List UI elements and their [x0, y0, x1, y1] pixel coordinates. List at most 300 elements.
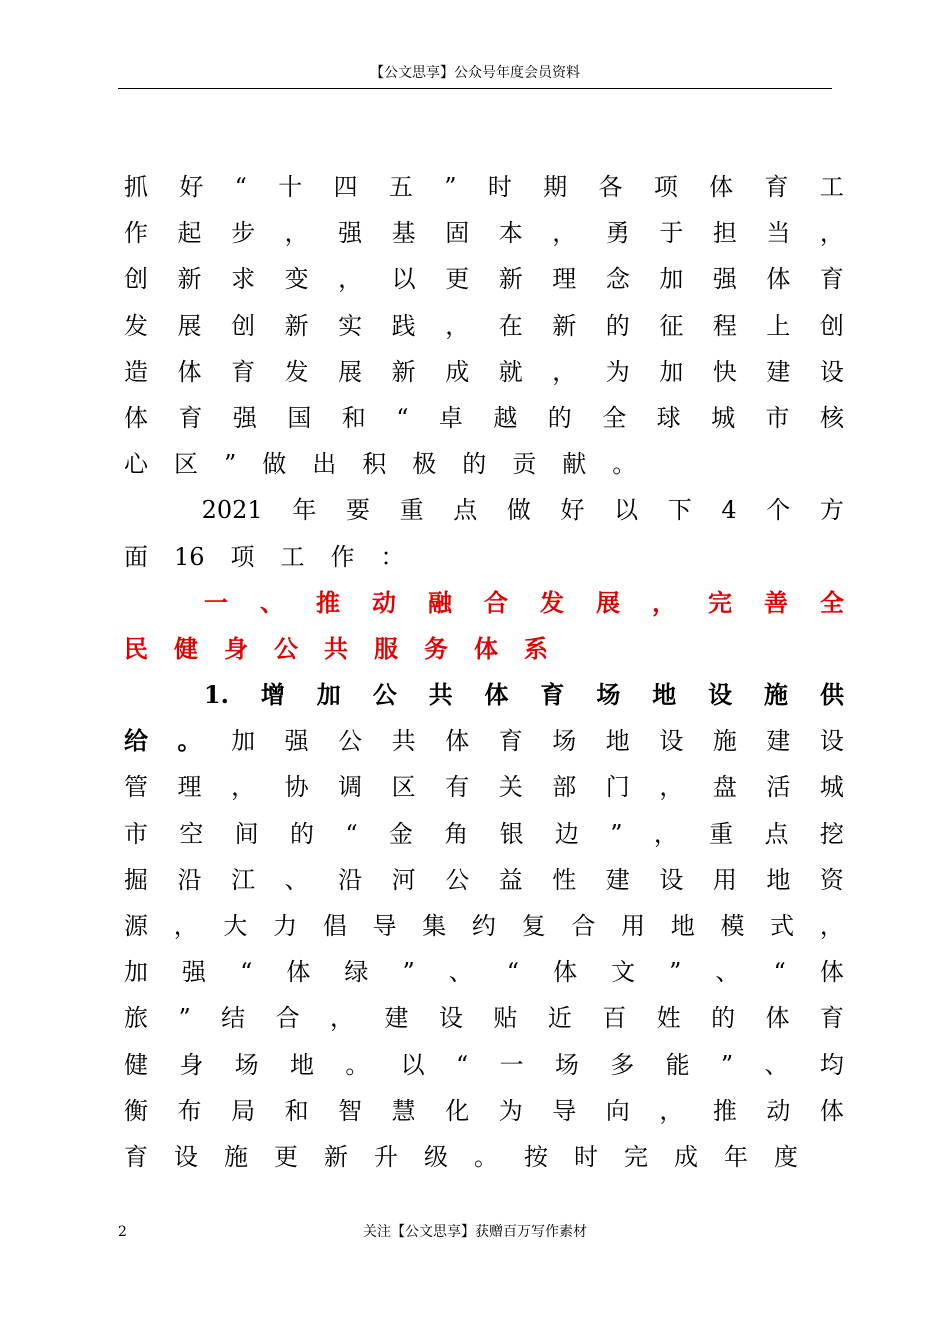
glyph: 以 [400, 1050, 425, 1079]
text-line [124, 1134, 844, 1180]
glyph: 式 [770, 912, 795, 940]
glyph: 加 [316, 680, 341, 710]
glyph: 有 [445, 773, 470, 802]
glyph: 征 [659, 311, 684, 340]
glyph: 发 [124, 311, 148, 340]
glyph: 共 [324, 633, 348, 663]
glyph: 体 [177, 357, 202, 386]
glyph: 基 [391, 219, 416, 248]
glyph: 展 [338, 357, 363, 386]
glyph: 作 [124, 219, 148, 248]
glyph: 局 [231, 1096, 256, 1125]
glyph: 强 [284, 727, 309, 756]
glyph: 的 [547, 403, 572, 432]
glyph: 期 [543, 173, 568, 201]
glyph: 、 [715, 958, 740, 987]
glyph: 起 [177, 219, 202, 248]
glyph: ， [552, 219, 577, 248]
glyph: 理 [552, 265, 577, 294]
glyph: 性 [552, 865, 577, 894]
glyph: 导 [372, 912, 397, 940]
glyph: 为 [498, 1096, 523, 1125]
glyph: 以 [614, 496, 639, 525]
glyph: ， [173, 912, 198, 940]
glyph: 献 [562, 450, 587, 479]
glyph: 增 [260, 680, 285, 710]
text-line [124, 672, 844, 718]
glyph: 共 [428, 680, 453, 710]
glyph: 和 [341, 403, 366, 432]
glyph: 用 [712, 865, 737, 894]
glyph: 调 [338, 773, 363, 802]
glyph: 间 [234, 819, 259, 848]
glyph: 就 [498, 357, 523, 386]
glyph: 做 [506, 496, 531, 525]
glyph: 河 [391, 865, 416, 894]
glyph: 体 [124, 403, 148, 432]
glyph: 全 [602, 403, 627, 432]
glyph: 加 [124, 958, 148, 987]
glyph: 场 [554, 1050, 579, 1079]
glyph: 、 [764, 1050, 789, 1079]
text-line [124, 995, 844, 1041]
glyph: 。 [474, 1142, 498, 1171]
glyph: 布 [177, 1096, 202, 1125]
glyph: 加 [659, 357, 684, 386]
glyph: 重 [709, 819, 734, 848]
glyph: 展 [596, 587, 620, 617]
glyph: 要 [345, 496, 370, 525]
glyph: 体 [819, 1096, 844, 1125]
glyph: 设 [438, 1004, 463, 1033]
glyph: 倡 [322, 912, 347, 940]
glyph: 贡 [512, 450, 537, 479]
glyph: 设 [708, 680, 733, 710]
glyph: 衡 [124, 1096, 148, 1125]
glyph: 工 [280, 542, 305, 571]
glyph: 设 [174, 1142, 198, 1171]
glyph: 体 [445, 727, 470, 756]
glyph: 体 [474, 633, 498, 663]
glyph: 地 [652, 680, 677, 710]
glyph: 角 [444, 819, 469, 848]
glyph: 约 [471, 912, 496, 940]
glyph: 合 [484, 587, 508, 617]
glyph: 化 [445, 1096, 470, 1125]
glyph: 工 [819, 173, 844, 201]
glyph: 文 [611, 958, 636, 987]
glyph: 江 [231, 865, 256, 894]
glyph: 、 [448, 958, 473, 987]
glyph: 念 [605, 265, 630, 294]
indent [124, 672, 172, 718]
glyph: 的 [289, 819, 314, 848]
glyph: ， [659, 1096, 684, 1125]
glyph: ， [552, 357, 577, 386]
glyph: 2021 [201, 496, 263, 525]
glyph: 发 [540, 587, 564, 617]
glyph: 务 [424, 633, 448, 663]
glyph: ， [652, 587, 676, 617]
glyph: 门 [605, 773, 630, 802]
glyph: 新 [177, 265, 202, 294]
glyph: 新 [391, 357, 416, 386]
glyph: 公 [445, 865, 470, 894]
glyph: 固 [445, 219, 470, 248]
glyph: 践 [391, 311, 416, 340]
glyph: 求 [231, 265, 256, 294]
glyph: 复 [521, 912, 546, 940]
glyph: 五 [388, 173, 413, 201]
glyph: ， [330, 1004, 355, 1033]
glyph: 建 [605, 865, 630, 894]
glyph: 四 [333, 173, 358, 201]
glyph: 时 [487, 173, 512, 201]
glyph: 设 [659, 727, 684, 756]
glyph: 新 [498, 265, 523, 294]
glyph: 理 [177, 773, 202, 802]
glyph: 善 [764, 587, 788, 617]
glyph: ， [284, 219, 309, 248]
glyph: 场 [234, 1050, 259, 1079]
glyph: 的 [462, 450, 487, 479]
glyph: 的 [711, 1004, 736, 1033]
text-line [124, 857, 844, 903]
glyph: ： [380, 542, 405, 571]
glyph: 体 [819, 958, 844, 987]
glyph: 育 [819, 265, 844, 294]
glyph: 、 [284, 865, 309, 894]
glyph: “ [396, 403, 409, 432]
glyph: 地 [605, 727, 630, 756]
glyph: 本 [498, 219, 523, 248]
glyph: 当 [766, 219, 791, 248]
glyph: 育 [819, 1004, 844, 1033]
indent [124, 487, 172, 533]
text-line [124, 1042, 844, 1088]
glyph: 年 [724, 1142, 748, 1171]
glyph: 下 [667, 496, 692, 525]
glyph: 一 [204, 587, 228, 617]
glyph: 强 [338, 219, 363, 248]
glyph: 近 [547, 1004, 572, 1033]
glyph: 区 [391, 773, 416, 802]
text-line [124, 534, 844, 580]
glyph: 好 [179, 173, 204, 201]
glyph: 动 [766, 1096, 791, 1125]
glyph: 在 [498, 311, 523, 340]
text-line [124, 164, 844, 210]
glyph: 4 [721, 496, 737, 525]
glyph: “ [240, 958, 253, 987]
glyph: 出 [312, 450, 337, 479]
glyph: 集 [422, 912, 447, 940]
glyph: 极 [412, 450, 437, 479]
glyph: 程 [712, 311, 737, 340]
glyph: 育 [124, 1142, 148, 1171]
glyph: 公 [372, 680, 397, 710]
glyph: 上 [766, 311, 791, 340]
glyph: 绿 [344, 958, 369, 987]
glyph: 各 [598, 173, 623, 201]
glyph: 作 [330, 542, 355, 571]
glyph: “ [506, 958, 520, 987]
glyph: ” [610, 819, 623, 848]
glyph: 育 [540, 680, 565, 710]
glyph: 地 [766, 865, 791, 894]
glyph: 资 [819, 865, 844, 894]
glyph: 智 [338, 1096, 363, 1125]
glyph: ” [720, 1050, 734, 1079]
glyph: 地 [670, 912, 695, 940]
glyph: 育 [498, 727, 523, 756]
glyph: 实 [338, 311, 363, 340]
glyph: 体 [484, 680, 509, 710]
glyph: 勇 [605, 219, 630, 248]
glyph: 以 [391, 265, 416, 294]
glyph: 合 [275, 1004, 300, 1033]
glyph: 1. [203, 680, 229, 710]
glyph: ” [444, 173, 457, 201]
glyph: 、 [260, 587, 284, 617]
glyph: 时 [574, 1142, 598, 1171]
glyph: 为 [605, 357, 630, 386]
glyph: ” [224, 450, 237, 479]
text-line [124, 903, 844, 949]
glyph: 度 [774, 1142, 798, 1171]
glyph: 创 [819, 311, 844, 340]
glyph: 16 [174, 542, 205, 571]
glyph: 沿 [177, 865, 202, 894]
glyph: 协 [284, 773, 309, 802]
glyph: 施 [224, 1142, 248, 1171]
glyph: 结 [221, 1004, 246, 1033]
glyph: 点 [453, 496, 478, 525]
glyph: 成 [674, 1142, 698, 1171]
glyph: 新 [284, 311, 309, 340]
glyph: 场 [552, 727, 577, 756]
glyph: 建 [384, 1004, 409, 1033]
glyph: 项 [653, 173, 678, 201]
glyph: 创 [231, 311, 256, 340]
text-line [124, 487, 844, 533]
glyph: 施 [712, 727, 737, 756]
glyph: 于 [659, 219, 684, 248]
page-header: 【公文思享】公众号年度会员资料 [370, 65, 580, 81]
glyph: “ [345, 819, 358, 848]
glyph: 抓 [124, 173, 148, 201]
glyph: 建 [766, 727, 791, 756]
glyph: “ [455, 1050, 469, 1079]
glyph: 展 [177, 311, 202, 340]
glyph: 银 [499, 819, 524, 848]
glyph: 加 [659, 265, 684, 294]
text-line [124, 441, 844, 487]
glyph: 市 [765, 403, 790, 432]
page-footer: 关注【公文思享】获赠百万写作素材 [363, 1224, 587, 1240]
glyph: 方 [819, 496, 844, 525]
glyph: 变 [284, 265, 309, 294]
glyph: 推 [712, 1096, 737, 1125]
glyph: 步 [231, 219, 256, 248]
glyph: 年 [292, 496, 317, 525]
glyph: 育 [178, 403, 203, 432]
text-line [124, 256, 844, 302]
glyph: 身 [179, 1050, 204, 1079]
glyph: 部 [552, 773, 577, 802]
glyph: 系 [524, 633, 548, 663]
glyph: 创 [124, 265, 148, 294]
glyph: 空 [179, 819, 204, 848]
glyph: 重 [399, 496, 424, 525]
glyph: 均 [819, 1050, 844, 1079]
glyph: 育 [764, 173, 789, 201]
glyph: 市 [124, 819, 148, 848]
glyph: 完 [624, 1142, 648, 1171]
glyph: 设 [819, 357, 844, 386]
glyph: 强 [712, 265, 737, 294]
glyph: 。 [612, 450, 637, 479]
glyph: 服 [374, 633, 398, 663]
glyph: 区 [174, 450, 198, 479]
glyph: ， [819, 912, 844, 940]
glyph: 向 [605, 1096, 630, 1125]
document-body [124, 164, 844, 1180]
glyph: 新 [324, 1142, 348, 1171]
glyph: 更 [445, 265, 470, 294]
glyph: 升 [374, 1142, 398, 1171]
glyph: 场 [596, 680, 621, 710]
glyph: 设 [819, 727, 844, 756]
text-line [124, 349, 844, 395]
text-line [124, 1088, 844, 1134]
text-line [124, 580, 844, 626]
text-line [124, 718, 844, 764]
glyph: 育 [231, 357, 256, 386]
glyph: ， [231, 773, 256, 802]
glyph: ” [178, 1004, 191, 1033]
glyph: ， [653, 819, 678, 848]
glyph: 强 [232, 403, 257, 432]
glyph: 盘 [712, 773, 737, 802]
glyph: 新 [552, 311, 577, 340]
glyph: 给 [124, 726, 148, 756]
glyph: 点 [764, 819, 789, 848]
glyph: 身 [224, 633, 248, 663]
glyph: 体 [766, 265, 791, 294]
header-rule [118, 88, 832, 89]
glyph: 个 [766, 496, 791, 525]
glyph: “ [234, 173, 247, 201]
glyph: 管 [124, 773, 148, 802]
text-line [124, 210, 844, 256]
glyph: 成 [445, 357, 470, 386]
glyph: 旅 [124, 1004, 148, 1033]
glyph: 模 [720, 912, 745, 940]
glyph: 沿 [338, 865, 363, 894]
glyph: 供 [819, 680, 844, 710]
glyph: 益 [498, 865, 523, 894]
glyph: 卓 [438, 403, 463, 432]
glyph: 加 [231, 727, 256, 756]
glyph: 源 [124, 912, 148, 940]
glyph: 活 [766, 773, 791, 802]
glyph: 共 [391, 727, 416, 756]
indent [124, 580, 172, 626]
glyph: 造 [124, 357, 148, 386]
glyph: 慧 [391, 1096, 416, 1125]
glyph: 地 [289, 1050, 314, 1079]
glyph: 融 [428, 587, 452, 617]
glyph: 做 [262, 450, 287, 479]
glyph: 更 [274, 1142, 298, 1171]
glyph: 强 [182, 958, 207, 987]
glyph: 好 [560, 496, 585, 525]
glyph: 发 [284, 357, 309, 386]
text-line [124, 626, 844, 672]
glyph: 建 [766, 357, 791, 386]
glyph: 合 [571, 912, 596, 940]
glyph: 边 [554, 819, 579, 848]
glyph: 体 [765, 1004, 790, 1033]
glyph: 施 [764, 680, 789, 710]
glyph: 面 [124, 542, 148, 571]
glyph: 掘 [124, 865, 148, 894]
glyph: 积 [362, 450, 387, 479]
glyph: ， [445, 311, 470, 340]
page-number: 2 [118, 1224, 127, 1240]
glyph: 用 [621, 912, 646, 940]
glyph: 姓 [656, 1004, 681, 1033]
glyph: 核 [819, 403, 844, 432]
glyph: 国 [287, 403, 312, 432]
glyph: ， [338, 265, 363, 294]
glyph: 百 [602, 1004, 627, 1033]
glyph: 一 [499, 1050, 524, 1079]
glyph: 。 [345, 1050, 370, 1079]
glyph: 公 [338, 727, 363, 756]
glyph: 金 [388, 819, 413, 848]
glyph: 城 [711, 403, 736, 432]
glyph: 全 [820, 587, 844, 617]
glyph: 担 [712, 219, 737, 248]
glyph: 级 [424, 1142, 448, 1171]
glyph: 心 [124, 450, 148, 479]
glyph: 推 [316, 587, 340, 617]
glyph: 健 [124, 1050, 148, 1079]
glyph: 健 [174, 633, 198, 663]
glyph: ， [819, 219, 844, 248]
glyph: 关 [498, 773, 523, 802]
glyph: 大 [223, 912, 248, 940]
glyph: 完 [708, 587, 732, 617]
glyph: 的 [605, 311, 630, 340]
glyph: 民 [124, 633, 148, 663]
glyph: 设 [659, 865, 684, 894]
glyph: 公 [274, 633, 298, 663]
glyph: 越 [493, 403, 518, 432]
glyph: 多 [610, 1050, 635, 1079]
glyph: 挖 [819, 819, 844, 848]
glyph: 动 [372, 587, 396, 617]
glyph: 体 [553, 958, 578, 987]
glyph: 体 [709, 173, 734, 201]
text-line [124, 949, 844, 995]
glyph: 十 [278, 173, 303, 201]
glyph: 能 [665, 1050, 690, 1079]
glyph: 体 [286, 958, 311, 987]
glyph: ” [669, 958, 682, 987]
